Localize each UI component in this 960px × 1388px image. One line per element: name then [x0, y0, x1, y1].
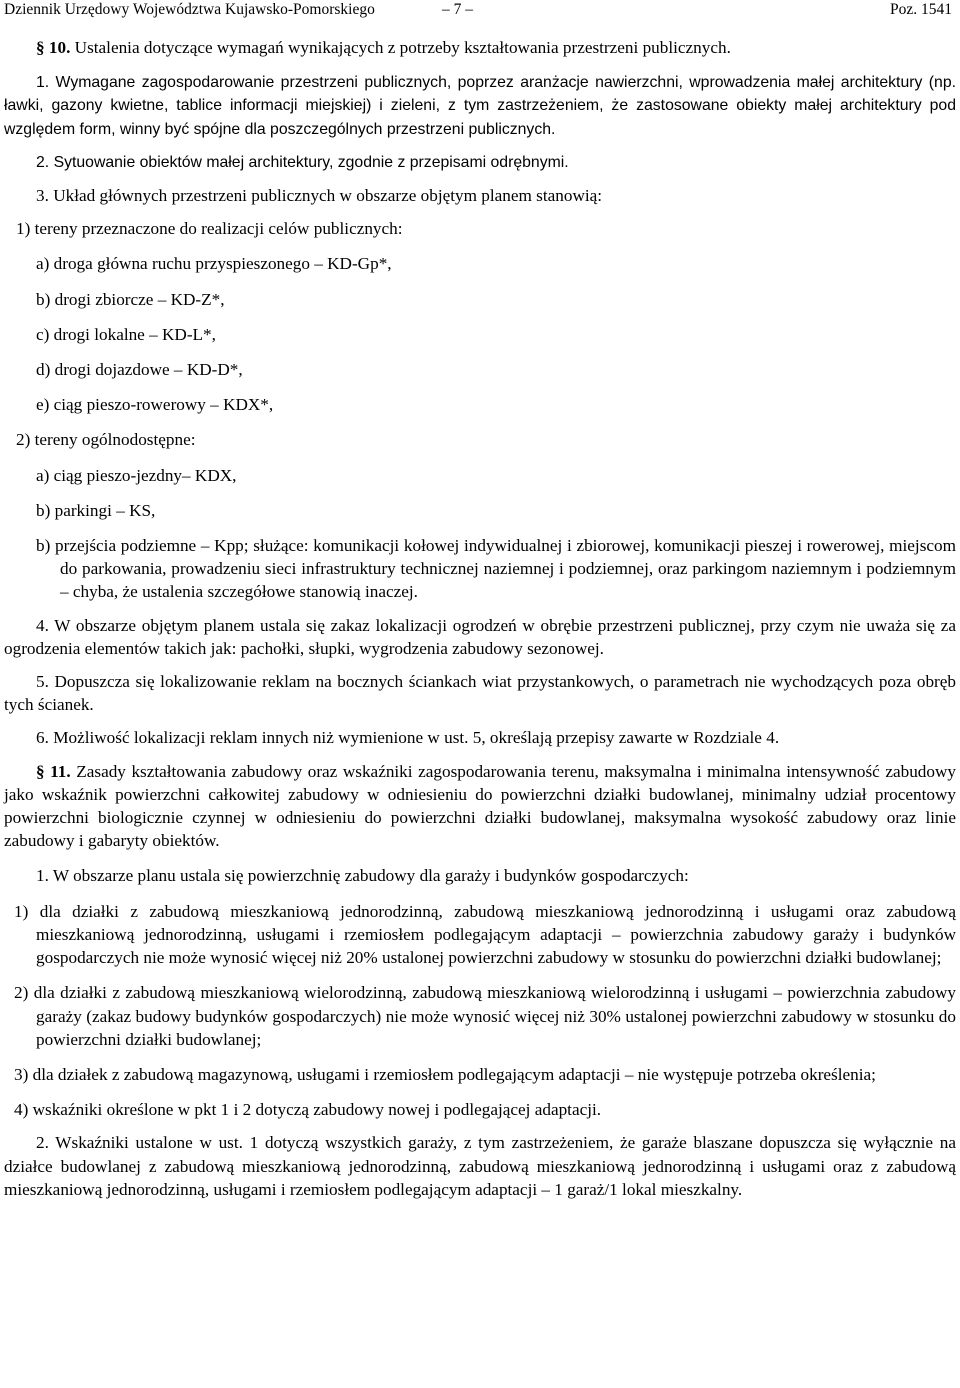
paragraph-11-1: 1. W obszarze planu ustala się powierzchnię zabudowy dla garaży i budynków gospodarczych: — [36, 866, 689, 886]
list-item: d) drogi dojazdowe – KD-D*, — [36, 360, 243, 380]
section-mark: § 11. — [36, 761, 71, 781]
paragraph-1: 1. Wymagane zagospodarowanie przestrzeni publicznych, poprzez aranżacje nawierzchni, wprowadzenia małej architektury (np. ławki, gazony kwietne, tablice informacji miejskiej) i zieleni, z tym zastrzeżeniem, że zastosowane obiekty małej architektury pod względem form, winny być spójne dla poszczególnych przestrzeni publicznych. — [4, 74, 956, 138]
list-item: c) drogi lokalne – KD-L*, — [36, 324, 216, 344]
section-11-heading — [4, 760, 956, 853]
list-item: 1) dla działki z zabudową mieszkaniową jednorodzinną, zabudową mieszkaniową jednorodzinną i usługami oraz zabudową mieszkaniową jednorodzinną, usługami i rzemiosłem podlegającym adaptacji – powierzchnia zabudowy garaży i budynków gospodarczych nie może wynosić więcej niż 20% ustalonej powierzchni zabudowy w stosunku do powierzchni działki budowlanej; — [14, 901, 956, 968]
list-item: 3) dla działek z zabudową magazynową, usługami i rzemiosłem podlegającym adaptacji – nie występuje potrzeba określenia; — [14, 1064, 876, 1084]
list-item: b) parkingi – KS, — [36, 500, 156, 520]
paragraph-11-2: 2. Wskaźniki ustalone w ust. 1 dotyczą wszystkich garaży, z tym zastrzeżeniem, że garaże blaszane dopuszcza się wyłącznie na działce budowlanej z zabudową mieszkaniową jednorodzinną, zabudową mieszkaniową jednorodzinną i usługami oraz z zabudową mieszkaniową jednorodzinną, usługami i rzemiosłem podlegającym adaptacji – 1 garaż/1 lokal mieszkalny. — [4, 1133, 956, 1199]
journal-title: Dziennik Urzędowy Województwa Kujawsko-Pomorskiego — [4, 1, 375, 18]
list-item: 4) wskaźniki określone w pkt 1 i 2 dotyczą zabudowy nowej i podlegającej adaptacji. — [14, 1100, 602, 1120]
list-item: 2) dla działki z zabudową mieszkaniową wielorodzinną, zabudową mieszkaniową wielorodzinną i usługami – powierzchnia zabudowy garaży (zakaz budowy budynków gospodarczych) nie może wynosić więcej niż 30% ustalonej powierzchni zabudowy w stosunku do powierzchni działki budowlanej; — [14, 983, 956, 1049]
position-number: Poz. 1541 — [890, 1, 952, 18]
list-item: a) droga główna ruchu przyspieszonego – KD-Gp*, — [36, 254, 392, 274]
list-item: 1) tereny przeznaczone do realizacji celów publicznych: — [16, 219, 403, 239]
list-item: b) przejścia podziemne – Kpp; służące: komunikacji kołowej indywidualnej i zbiorowej, komunikacji pieszej i rowerowej, miejscom do parkowania, prowadzeniu sieci infrastruktury technicznej naziemnej i podziemnej, oraz parkingom naziemnym i podziemnym – chyba, że ustalenia szczegółowe stanowią inaczej. — [36, 536, 956, 602]
paragraph-4: 4. W obszarze objętym planem ustala się zakaz lokalizacji ogrodzeń w obrębie przestrzeni publicznej, przy czym nie uważa się za ogrodzenia elementów takich jak: pachołki, słupki, wygrodzenia zabudowy sezonowej. — [4, 615, 956, 658]
page-number: – 7 – — [442, 1, 473, 18]
list-item: a) ciąg pieszo-jezdny– KDX, — [36, 465, 237, 485]
list-item: e) ciąg pieszo-rowerowy – KDX*, — [36, 395, 274, 415]
paragraph-3: 3. Układ głównych przestrzeni publicznych w obszarze objętym planem stanowią: — [36, 186, 603, 206]
paragraph-5: 5. Dopuszcza się lokalizowanie reklam na bocznych ściankach wiat przystankowych, o parametrach nie wychodzących poza obręb tych ścianek. — [4, 672, 956, 715]
page-header — [4, 0, 952, 20]
document-body — [4, 36, 956, 1201]
list-item: 2) tereny ogólnodostępne: — [16, 430, 196, 450]
list-item: b) drogi zbiorcze – KD-Z*, — [36, 289, 225, 309]
paragraph-6: 6. Możliwość lokalizacji reklam innych niż wymienione w ust. 5, określają przepisy zawarte w Rozdziale 4. — [36, 728, 780, 748]
section-10-heading — [4, 36, 956, 59]
section-mark: § 10. — [36, 38, 71, 57]
section-text: Zasady kształtowania zabudowy oraz wskaźniki zagospodarowania terenu, maksymalna i minimalna intensywność zabudowy jako wskaźnik powierzchni całkowitej zabudowy w odniesieniu do powierzchni działki budowlanej, minimalny udział procentowy powierzchni biologicznie czynnej w odniesieniu do powierzchni działki budowlanej, maksymalna wysokość zabudowy oraz linie zabudowy i gabaryty obiektów. — [4, 761, 956, 851]
section-text: Ustalenia dotyczące wymagań wynikających z potrzeby kształtowania przestrzeni publicznych. — [70, 38, 731, 57]
paragraph-2: 2. Sytuowanie obiektów małej architektury, zgodnie z przepisami odrębnymi. — [36, 153, 569, 171]
